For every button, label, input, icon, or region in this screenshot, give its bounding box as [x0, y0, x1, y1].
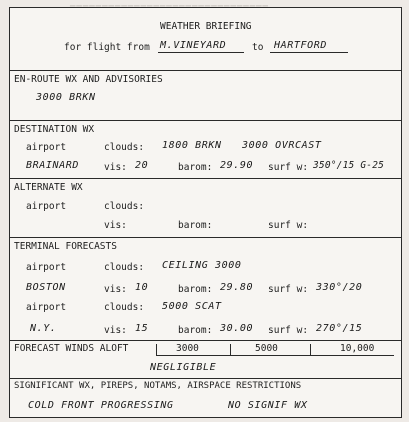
term2-barom: 30.00 — [220, 323, 254, 334]
term2-clouds: 5000 SCAT — [162, 301, 222, 312]
dest-airport: BRAINARD — [26, 160, 79, 171]
flight-to-label: to — [252, 42, 264, 53]
alt-airport-label: airport — [26, 201, 67, 212]
alt-barom-label: barom: — [178, 220, 213, 231]
term1-vis-label: vis: — [104, 284, 127, 295]
winds-alt-5000: 5000 — [255, 343, 278, 354]
term2-vis-label: vis: — [104, 325, 127, 336]
significant-heading: SIGNIFICANT WX, PIREPS, NOTAMS, AIRSPACE RESTRICTIONS — [14, 381, 302, 391]
term1-vis: 10 — [135, 282, 149, 293]
alt-clouds-label: clouds: — [104, 201, 145, 212]
alternate-heading: ALTERNATE WX — [14, 182, 83, 193]
term2-surfw-label: surf w: — [268, 325, 309, 336]
term1-airport: BOSTON — [26, 282, 66, 293]
flight-from: M.VINEYARD — [160, 40, 227, 51]
dest-barom: 29.90 — [220, 160, 254, 171]
dest-airport-label: airport — [26, 142, 67, 153]
term1-barom: 29.80 — [220, 282, 254, 293]
weather-briefing-form — [9, 7, 402, 418]
dest-surfw-label: surf w: — [268, 162, 309, 173]
winds-alt-3000: 3000 — [176, 343, 199, 354]
dest-barom-label: barom: — [178, 162, 213, 173]
alt-vis-label: vis: — [104, 220, 127, 231]
enroute-heading: EN-ROUTE WX AND ADVISORIES — [14, 74, 163, 85]
term2-surfw: 270°/15 — [316, 323, 363, 334]
form-title: WEATHER BRIEFING — [160, 21, 252, 32]
term1-airport-label: airport — [26, 262, 67, 273]
flight-prefix: for flight from — [64, 42, 150, 53]
dest-vis-label: vis: — [104, 162, 127, 173]
term1-clouds-label: clouds: — [104, 262, 145, 273]
alt-surfw-label: surf w: — [268, 220, 309, 231]
dest-clouds2: 3000 OVRCAST — [242, 140, 322, 151]
dest-vis: 20 — [135, 160, 149, 171]
winds-alt-10000: 10,000 — [340, 343, 375, 354]
dest-clouds-label: clouds: — [104, 142, 145, 153]
term2-airport: N.Y. — [30, 323, 57, 334]
enroute-value: 3000 BRKN — [36, 92, 96, 103]
significant-value-1: COLD FRONT PROGRESSING — [28, 400, 174, 411]
flight-to: HARTFORD — [274, 40, 327, 51]
dest-surfw: 350°/15 G-25 — [313, 160, 385, 171]
term1-surfw: 330°/20 — [316, 282, 363, 293]
term1-surfw-label: surf w: — [268, 284, 309, 295]
term2-vis: 15 — [135, 323, 149, 334]
winds-heading: FORECAST WINDS ALOFT — [14, 343, 129, 354]
dest-clouds: 1800 BRKN — [162, 140, 222, 151]
term1-clouds: CEILING 3000 — [162, 260, 242, 271]
destination-heading: DESTINATION WX — [14, 124, 95, 135]
terminal-heading: TERMINAL FORECASTS — [14, 241, 117, 252]
term2-airport-label: airport — [26, 302, 67, 313]
term2-barom-label: barom: — [178, 325, 213, 336]
winds-value: NEGLIGIBLE — [150, 362, 217, 373]
term1-barom-label: barom: — [178, 284, 213, 295]
significant-value-2: NO SIGNIF WX — [228, 400, 308, 411]
term2-clouds-label: clouds: — [104, 302, 145, 313]
